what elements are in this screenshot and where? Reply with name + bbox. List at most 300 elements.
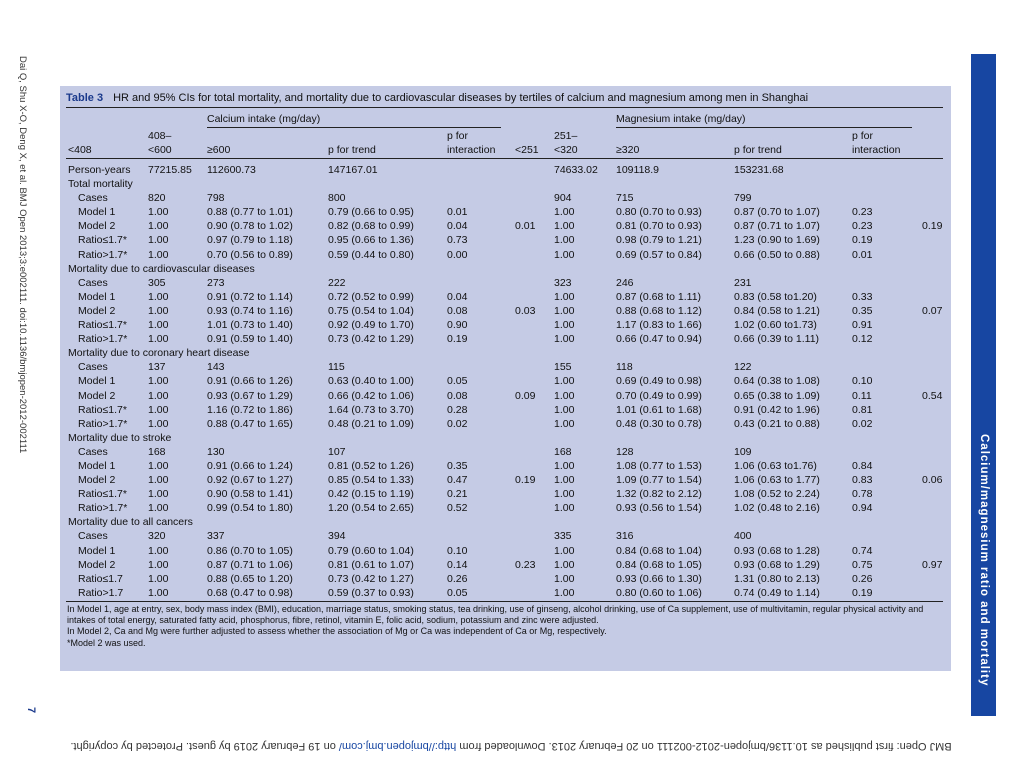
table-cell: 1.06 (0.63 to1.76): [734, 459, 817, 472]
table-cell: 0.91 (0.72 to 1.14): [207, 290, 293, 303]
col-ca-low: <408: [68, 144, 92, 156]
table-cell: 323: [554, 276, 572, 289]
table-cell: 246: [616, 276, 634, 289]
table-cell: 1.00: [148, 572, 169, 585]
table-cell: 1.00: [148, 417, 169, 430]
table-cell: 0.80 (0.60 to 1.06): [616, 586, 702, 599]
table-row: [60, 515, 951, 529]
row-label: Ratio>1.7*: [78, 248, 128, 261]
table-cell: 0.08: [447, 304, 468, 317]
table-cell: 0.69 (0.57 to 0.84): [616, 248, 702, 261]
table-body: [60, 163, 951, 600]
table-cell: 1.00: [554, 206, 575, 219]
table-cell: 0.75 (0.54 to 1.04): [328, 304, 414, 317]
table-row: [60, 487, 951, 501]
table-cell: 1.08 (0.52 to 2.24): [734, 488, 820, 501]
footnote: *Model 2 was used.: [67, 637, 146, 648]
table-cell: 394: [328, 530, 346, 543]
table-cell: 0.00: [447, 248, 468, 261]
table-cell: 1.00: [554, 234, 575, 247]
table-cell: 1.00: [148, 586, 169, 599]
row-label: Model 1: [78, 459, 116, 472]
table-cell: 1.20 (0.54 to 2.65): [328, 502, 414, 515]
table-cell: 0.05: [447, 375, 468, 388]
table-cell: 107: [328, 445, 346, 458]
table-row: [60, 163, 951, 177]
table-cell: 0.97 (0.79 to 1.18): [207, 234, 293, 247]
page-number: 7: [25, 706, 38, 714]
table-cell: 1.00: [148, 333, 169, 346]
table-cell: 155: [554, 361, 572, 374]
table-cell: 109: [734, 445, 752, 458]
table-cell: 1.00: [148, 375, 169, 388]
table-cell: 222: [328, 276, 346, 289]
row-label: Mortality due to stroke: [68, 431, 172, 444]
table-cell: 0.23: [852, 206, 873, 219]
table-cell: 0.26: [447, 572, 468, 585]
table-cell: 400: [734, 530, 752, 543]
row-label: Model 1: [78, 290, 116, 303]
table-cell: 0.91 (0.66 to 1.24): [207, 459, 293, 472]
table-cell: 1.06 (0.63 to 1.77): [734, 474, 820, 487]
table-row: [60, 219, 951, 233]
table-cell: 316: [616, 530, 634, 543]
table-cell: 1.08 (0.77 to 1.53): [616, 459, 702, 472]
table-cell: 0.81 (0.70 to 0.93): [616, 220, 702, 233]
table-cell: 168: [148, 445, 166, 458]
table-cell: 1.00: [148, 459, 169, 472]
table-cell: 0.35: [447, 459, 468, 472]
table-cell: 0.75: [852, 558, 873, 571]
table-cell: 0.73 (0.42 to 1.29): [328, 333, 414, 346]
table-cell: 0.72 (0.52 to 0.99): [328, 290, 414, 303]
table-cell: 320: [148, 530, 166, 543]
row-label: Model 2: [78, 220, 116, 233]
copyright-note-suffix: on 19 February 2019 by guest. Protected by copyright.: [70, 740, 339, 752]
table-cell: 0.87 (0.68 to 1.11): [616, 290, 702, 303]
table-row: [60, 544, 951, 558]
table-cell: 1.00: [148, 206, 169, 219]
group-magnesium-header: Magnesium intake (mg/day): [616, 113, 746, 125]
table-cell: 0.91 (0.59 to 1.40): [207, 333, 293, 346]
col-ca-inter-line1: p for: [447, 130, 469, 142]
table-cell: 0.02: [447, 417, 468, 430]
row-label: Cases: [78, 361, 108, 374]
footnote: In Model 2, Ca and Mg were further adjusted to assess whether the association of Mg or Ca was independent of Ca or Mg, respectively.: [67, 626, 607, 637]
table-cell: 0.79 (0.60 to 1.04): [328, 544, 414, 557]
table-row: [60, 233, 951, 247]
table-cell: 0.91: [852, 319, 873, 332]
top-rule: [66, 107, 943, 108]
table-cell: 0.26: [852, 572, 873, 585]
table-row: [60, 572, 951, 586]
col-mg-inter-line2: interaction: [852, 144, 901, 156]
table-cell: 0.66 (0.50 to 0.88): [734, 248, 820, 261]
table-row: [60, 205, 951, 219]
table-row: [60, 501, 951, 515]
table-cell: 0.88 (0.47 to 1.65): [207, 417, 293, 430]
table-cell: 0.65 (0.38 to 1.09): [734, 389, 820, 402]
table-row: [60, 318, 951, 332]
table-row: [60, 473, 951, 487]
table-cell: 77215.85: [148, 164, 192, 176]
table-caption: HR and 95% CIs for total mortality, and mortality due to cardiovascular diseases by tertiles of calcium and magnesium among men in Shanghai: [113, 92, 809, 104]
table-cell: 168: [554, 445, 572, 458]
table-cell: 0.84 (0.68 to 1.05): [616, 558, 702, 571]
table-cell: 0.28: [447, 403, 468, 416]
table-cell: 1.17 (0.83 to 1.66): [616, 319, 702, 332]
side-citation: [17, 56, 39, 576]
table-cell: 798: [207, 192, 225, 205]
table-cell: 0.48 (0.30 to 0.78): [616, 417, 702, 430]
table-cell: 1.00: [554, 502, 575, 515]
table-cell: 0.95 (0.66 to 1.36): [328, 234, 414, 247]
table-row: [60, 445, 951, 459]
col-mg-trend: p for trend: [734, 144, 782, 156]
table-cell: 0.93 (0.56 to 1.54): [616, 502, 702, 515]
table-cell: 1.00: [148, 304, 169, 317]
table-cell: 0.59 (0.37 to 0.93): [328, 586, 414, 599]
table-row: [60, 403, 951, 417]
table-cell: 0.48 (0.21 to 1.09): [328, 417, 414, 430]
table-footnotes: [67, 604, 939, 649]
table-row: [60, 304, 951, 318]
table-cell: 137: [148, 361, 166, 374]
table-cell: 0.47: [447, 474, 468, 487]
table-cell: 0.33: [852, 290, 873, 303]
table-cell: 0.87 (0.71 to 1.07): [734, 220, 820, 233]
table-row: [60, 290, 951, 304]
table-row: [60, 431, 951, 445]
row-label: Model 1: [78, 375, 116, 388]
table-cell: 1.00: [554, 375, 575, 388]
table-row: [60, 558, 951, 572]
table-row: [60, 276, 951, 290]
col-mg-high: ≥320: [616, 144, 640, 156]
table-cell: 0.06: [922, 474, 943, 487]
table-cell: 1.16 (0.72 to 1.86): [207, 403, 293, 416]
table-label: Table 3: [66, 92, 104, 104]
table-cell: 0.03: [515, 304, 536, 317]
table-cell: 1.00: [554, 474, 575, 487]
table-cell: 0.10: [447, 544, 468, 557]
table-cell: 128: [616, 445, 634, 458]
table-cell: 0.70 (0.49 to 0.99): [616, 389, 702, 402]
row-label: Ratio>1.7*: [78, 417, 128, 430]
table-cell: 0.43 (0.21 to 0.88): [734, 417, 820, 430]
row-label: Cases: [78, 445, 108, 458]
table-cell: 0.92 (0.49 to 1.70): [328, 319, 414, 332]
table-cell: 118: [616, 361, 633, 374]
table-cell: 0.66 (0.39 to 1.11): [734, 333, 820, 346]
table-cell: 0.93 (0.67 to 1.29): [207, 389, 293, 402]
table-cell: 147167.01: [328, 164, 378, 176]
row-label: Model 1: [78, 544, 116, 557]
table-cell: 0.11: [852, 389, 872, 402]
table-cell: 0.86 (0.70 to 1.05): [207, 544, 293, 557]
table-cell: 0.87 (0.70 to 1.07): [734, 206, 820, 219]
table-title: [66, 92, 808, 104]
side-citation-text: Dai Q, Shu X-O, Deng X, et al. BMJ Open 2013;3:e002111. doi:10.1136/bmjopen-2012-002111: [17, 56, 28, 454]
table-cell: 0.01: [852, 248, 873, 261]
table-cell: 1.00: [554, 248, 575, 261]
table-cell: 0.54: [922, 389, 943, 402]
table-cell: 0.66 (0.47 to 0.94): [616, 333, 702, 346]
table-cell: 1.00: [148, 403, 169, 416]
row-label: Ratio>1.7*: [78, 333, 128, 346]
col-ca-inter-line2: interaction: [447, 144, 496, 156]
table-cell: 1.31 (0.80 to 2.13): [734, 572, 820, 585]
row-label: Model 2: [78, 474, 116, 487]
table-cell: 1.00: [554, 220, 575, 233]
table-cell: 1.00: [554, 417, 575, 430]
table-cell: 0.14: [447, 558, 468, 571]
table-cell: 1.00: [148, 290, 169, 303]
table-cell: 305: [148, 276, 166, 289]
table-cell: 1.64 (0.73 to 3.70): [328, 403, 414, 416]
table-cell: 335: [554, 530, 572, 543]
row-label: Ratio≤1.7*: [78, 234, 127, 247]
table-cell: 231: [734, 276, 752, 289]
table-cell: 1.00: [554, 389, 575, 402]
table-cell: 115: [328, 361, 345, 374]
table-cell: 0.84 (0.58 to 1.21): [734, 304, 820, 317]
col-ca-mid-line2: <600: [148, 144, 172, 156]
table-cell: 0.73 (0.42 to 1.27): [328, 572, 414, 585]
table-cell: 1.00: [554, 290, 575, 303]
row-label: Mortality due to coronary heart disease: [68, 347, 250, 360]
table-cell: 0.83 (0.58 to1.20): [734, 290, 817, 303]
table-cell: 0.04: [447, 290, 468, 303]
copyright-note-prefix: BMJ Open: first published as 10.1136/bmjopen-2012-002111 on 20 February 2013. Downloaded from: [456, 740, 952, 752]
table-cell: 109118.9: [616, 164, 660, 176]
table-cell: 273: [207, 276, 225, 289]
table-cell: 0.19: [515, 474, 536, 487]
table-cell: 0.88 (0.77 to 1.01): [207, 206, 293, 219]
table-cell: 0.79 (0.66 to 0.95): [328, 206, 414, 219]
table-cell: 0.83: [852, 474, 873, 487]
table-cell: 1.00: [148, 488, 169, 501]
table-cell: 0.74 (0.49 to 1.14): [734, 586, 820, 599]
table-cell: 1.00: [554, 572, 575, 585]
table-cell: 0.73: [447, 234, 468, 247]
table-row: [60, 529, 951, 543]
table-cell: 1.02 (0.48 to 2.16): [734, 502, 820, 515]
calcium-group-rule: [207, 127, 501, 128]
table-cell: 0.04: [447, 220, 468, 233]
table-cell: 0.81 (0.52 to 1.26): [328, 459, 414, 472]
table-row: [60, 417, 951, 431]
table-cell: 0.01: [515, 220, 536, 233]
group-calcium-header: Calcium intake (mg/day): [207, 113, 321, 125]
table-cell: 0.10: [852, 375, 873, 388]
col-ca-trend: p for trend: [328, 144, 376, 156]
table-cell: 74633.02: [554, 164, 598, 176]
table-cell: 0.93 (0.74 to 1.16): [207, 304, 293, 317]
row-label: Ratio≤1.7*: [78, 319, 127, 332]
table-cell: 1.00: [148, 220, 169, 233]
col-mg-mid-line1: 251–: [554, 130, 578, 142]
table-cell: 1.00: [148, 319, 169, 332]
col-ca-high: ≥600: [207, 144, 231, 156]
table-cell: 0.63 (0.40 to 1.00): [328, 375, 414, 388]
row-label: Ratio>1.7*: [78, 502, 128, 515]
table-cell: 0.90 (0.58 to 1.41): [207, 488, 293, 501]
table-cell: 153231.68: [734, 164, 784, 176]
table-cell: 0.19: [447, 333, 468, 346]
row-label: Model 2: [78, 558, 116, 571]
table-cell: 0.91 (0.42 to 1.96): [734, 403, 820, 416]
table-cell: 1.00: [554, 586, 575, 599]
table-cell: 0.52: [447, 502, 468, 515]
table-cell: 0.90 (0.78 to 1.02): [207, 220, 293, 233]
row-label: Ratio≤1.7*: [78, 488, 127, 501]
header-bottom-rule: [66, 158, 943, 159]
table-cell: 0.84: [852, 459, 873, 472]
table-cell: 1.00: [148, 234, 169, 247]
row-label: Model 2: [78, 389, 116, 402]
table-cell: 122: [734, 361, 752, 374]
table-cell: 0.70 (0.56 to 0.89): [207, 248, 293, 261]
table-cell: 1.00: [148, 558, 169, 571]
table-cell: 0.97: [922, 558, 943, 571]
table-cell: 0.88 (0.65 to 1.20): [207, 572, 293, 585]
col-ca-mid-line1: 408–: [148, 130, 172, 142]
table-cell: 0.85 (0.54 to 1.33): [328, 474, 414, 487]
table-cell: 0.19: [852, 234, 873, 247]
table-cell: 0.19: [922, 220, 943, 233]
copyright-note: [36, 740, 986, 756]
table-cell: 0.01: [447, 206, 468, 219]
row-label: Ratio≤1.7: [78, 572, 123, 585]
row-label: Total mortality: [68, 178, 133, 191]
table-cell: 0.87 (0.71 to 1.06): [207, 558, 293, 571]
magnesium-group-rule: [616, 127, 912, 128]
table-cell: 1.00: [148, 248, 169, 261]
journal-link[interactable]: http://bmjopen.bmj.com/: [338, 740, 457, 752]
table-cell: 0.94: [852, 502, 873, 515]
table-cell: 0.93 (0.68 to 1.28): [734, 544, 820, 557]
table-cell: 904: [554, 192, 572, 205]
table-cell: 0.93 (0.68 to 1.29): [734, 558, 820, 571]
table-cell: 0.93 (0.66 to 1.30): [616, 572, 702, 585]
table-cell: 0.23: [852, 220, 873, 233]
table-row: [60, 191, 951, 205]
table-cell: 1.00: [554, 333, 575, 346]
table-cell: 130: [207, 445, 225, 458]
table-cell: 0.92 (0.67 to 1.27): [207, 474, 293, 487]
table-cell: 1.00: [554, 403, 575, 416]
table-cell: 0.23: [515, 558, 536, 571]
col-mg-low: <251: [515, 144, 539, 156]
table-cell: 0.91 (0.66 to 1.26): [207, 375, 293, 388]
footnote: In Model 1, age at entry, sex, body mass index (BMI), education, marriage status, smoking status, tea drinking, use of ginseng, alcohol drinking, use of Ca supplement, use of multivitamin, regular physical activity and intakes of total energy, saturated fatty acid, phosphorus, fibre, retinol, vitamin E, folic acid, sodium, potassium and zinc were adjusted.: [67, 604, 924, 626]
col-mg-mid-line2: <320: [554, 144, 578, 156]
table-cell: 0.82 (0.68 to 0.99): [328, 220, 414, 233]
copyright-note-text: [36, 740, 986, 752]
table-cell: 0.21: [447, 488, 468, 501]
table-cell: 1.00: [148, 502, 169, 515]
table-cell: 1.00: [554, 488, 575, 501]
col-mg-inter-line1: p for: [852, 130, 874, 142]
table-cell: 0.19: [852, 586, 873, 599]
table-cell: 0.69 (0.49 to 0.98): [616, 375, 702, 388]
table-cell: 1.00: [554, 304, 575, 317]
table-cell: 0.08: [447, 389, 468, 402]
table-panel: [60, 86, 951, 671]
table-cell: 1.00: [554, 459, 575, 472]
row-label: Person-years: [68, 164, 131, 176]
table-row: [60, 332, 951, 346]
table-cell: 1.09 (0.77 to 1.54): [616, 474, 702, 487]
table-cell: 112600.73: [207, 164, 256, 176]
table-cell: 1.00: [148, 544, 169, 557]
row-label: Cases: [78, 276, 108, 289]
table-cell: 0.68 (0.47 to 0.98): [207, 586, 293, 599]
table-cell: 0.02: [852, 417, 873, 430]
table-cell: 1.00: [554, 319, 575, 332]
section-banner-text: Calcium/magnesium ratio and mortality: [978, 434, 990, 687]
table-cell: 1.02 (0.60 to1.73): [734, 319, 817, 332]
section-banner: [971, 54, 996, 716]
table-cell: 143: [207, 361, 225, 374]
table-row: [60, 262, 951, 276]
row-label: Cases: [78, 192, 108, 205]
table-cell: 1.00: [554, 544, 575, 557]
table-row: [60, 586, 951, 600]
table-cell: 715: [616, 192, 634, 205]
table-cell: 0.07: [922, 304, 943, 317]
table-cell: 820: [148, 192, 166, 205]
table-cell: 1.01 (0.61 to 1.68): [616, 403, 702, 416]
table-cell: 0.12: [852, 333, 873, 346]
row-label: Ratio≤1.7*: [78, 403, 127, 416]
table-cell: 0.59 (0.44 to 0.80): [328, 248, 414, 261]
row-label: Model 2: [78, 304, 116, 317]
table-row: [60, 248, 951, 262]
table-row: [60, 177, 951, 191]
table-row: [60, 459, 951, 473]
table-cell: 0.99 (0.54 to 1.80): [207, 502, 293, 515]
table-cell: 1.01 (0.73 to 1.40): [207, 319, 293, 332]
row-label: Model 1: [78, 206, 116, 219]
table-cell: 1.00: [148, 389, 169, 402]
body-bottom-rule: [66, 601, 943, 602]
table-cell: 0.35: [852, 304, 873, 317]
table-row: [60, 360, 951, 374]
table-cell: 1.00: [554, 558, 575, 571]
table-cell: 1.32 (0.82 to 2.12): [616, 488, 702, 501]
table-row: [60, 346, 951, 360]
table-cell: 0.78: [852, 488, 873, 501]
table-cell: 0.09: [515, 389, 536, 402]
table-row: [60, 374, 951, 388]
table-cell: 1.00: [148, 474, 169, 487]
table-cell: 0.66 (0.42 to 1.06): [328, 389, 414, 402]
table-cell: 0.90: [447, 319, 468, 332]
table-cell: 0.74: [852, 544, 873, 557]
row-label: Mortality due to all cancers: [68, 516, 193, 529]
table-cell: 799: [734, 192, 752, 205]
table-row: [60, 389, 951, 403]
table-cell: 337: [207, 530, 225, 543]
table-cell: 1.23 (0.90 to 1.69): [734, 234, 820, 247]
row-label: Cases: [78, 530, 108, 543]
table-cell: 0.98 (0.79 to 1.21): [616, 234, 702, 247]
table-cell: 0.88 (0.68 to 1.12): [616, 304, 702, 317]
row-label: Ratio>1.7: [78, 586, 124, 599]
table-cell: 0.64 (0.38 to 1.08): [734, 375, 820, 388]
